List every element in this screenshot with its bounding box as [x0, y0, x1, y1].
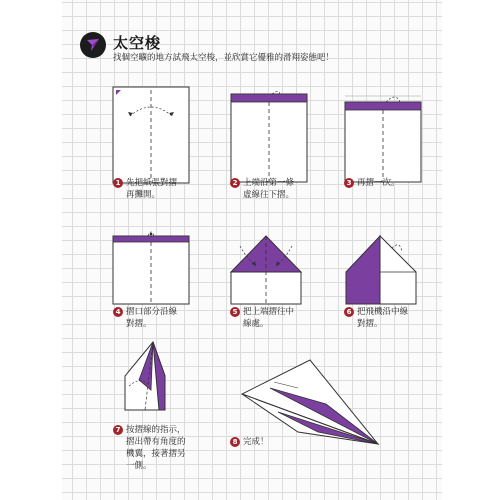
step-1-figure	[112, 86, 192, 186]
step-5-figure	[228, 226, 308, 306]
step-8-badge: 8	[230, 437, 240, 447]
step-1-caption: 先把紙張對摺 再攤開。	[126, 178, 178, 200]
step-6-figure	[342, 226, 422, 306]
step-7-figure	[115, 340, 175, 415]
step-2-caption: 上端沿第一條 虛線往下摺。	[243, 178, 295, 200]
step-3-figure	[344, 86, 424, 186]
step-4-caption: 摺口部分沿線 對摺。	[126, 307, 178, 329]
step-8-caption: 完成！	[243, 437, 269, 447]
step-4-figure	[112, 226, 192, 306]
step-3-caption: 再摺一次。	[357, 178, 400, 188]
step-6-caption: 把飛機沿中線 對摺。	[357, 307, 409, 329]
step-5-badge: 5	[230, 307, 240, 317]
paper-plane-icon	[80, 32, 106, 58]
page-margin-left	[0, 0, 62, 500]
step-2-badge: 2	[230, 178, 240, 188]
page-title: 太空梭	[113, 34, 162, 52]
step-4-badge: 4	[113, 307, 123, 317]
page-subtitle: 找個空曠的地方試飛太空梭，並欣賞它優雅的滑翔姿態吧！	[113, 53, 335, 63]
page-margin-right	[442, 0, 500, 500]
step-1-badge: 1	[113, 178, 123, 188]
step-3-badge: 3	[344, 178, 354, 188]
step-7-caption: 按摺線的指示， 摺出帶有角度的 機翼，接著摺另 一側。	[126, 425, 186, 471]
step-7-badge: 7	[113, 425, 123, 435]
step-6-badge: 6	[344, 307, 354, 317]
step-2-figure	[230, 86, 310, 186]
step-5-caption: 把上端摺往中 線處。	[243, 307, 295, 329]
